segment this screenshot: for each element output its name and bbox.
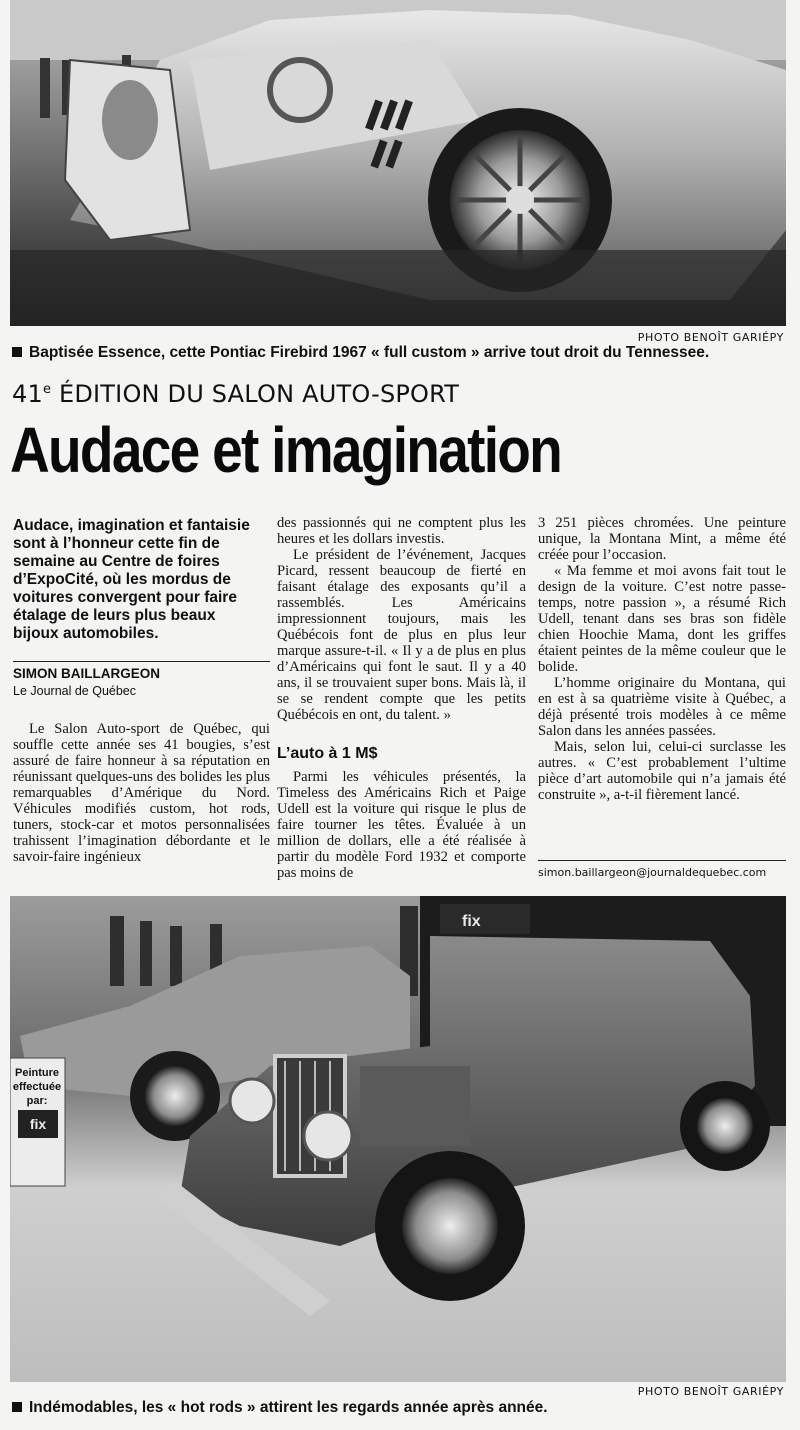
kicker-sup: e <box>42 382 52 397</box>
byline-outlet: Le Journal de Québec <box>13 684 137 698</box>
banner-logo: fix <box>462 913 481 930</box>
paint-sign-line-3: par: <box>26 1095 48 1107</box>
top-photo-caption-text: Baptisée Essence, cette Pontiac Firebird 1967 « full custom » arrive tout droit du Tennessee. <box>29 344 710 361</box>
col2-paragraph-3: Parmi les véhicules présentés, la Timeless des Américains Rich et Paige Udell est la voiture qui risque le plus de faire tourner les têtes. Évaluée à un million de dollars, elle a été réalisée à partir du modèle Ford 1932 et comporte pas moins de <box>277 769 526 881</box>
bottom-photo-credit: PHOTO BENOÎT GARIÉPY <box>637 1385 784 1398</box>
subhead: L’auto à 1 M$ <box>277 745 378 762</box>
kicker-number: 41 <box>12 380 43 408</box>
col3-paragraph-4: Mais, selon lui, celui-ci surclasse les autres. « C’est probablement l’ultime pièce d’art automobile qui n’a jamais été construite », a-t-il fièrement lancé. <box>538 739 786 803</box>
kicker <box>12 380 459 408</box>
author-email: simon.baillargeon@journaldequebec.com <box>538 866 767 879</box>
paint-sign-line-1: Peinture <box>14 1067 60 1079</box>
col2-paragraph-1: des passionnés qui ne comptent plus les heures et les dollars investis. <box>277 515 526 547</box>
hotrod-illustration <box>10 896 786 1382</box>
col1-paragraph-1: Le Salon Auto-sport de Québec, qui souffle cette année ses 41 bougies, s’est assuré de faire honneur à sa réputation en réunissant quelques-uns des bolides les plus remarquables d’Amérique du Nord. Véhicules modifiés custom, hot rods, tuners, stock-car et motos personnalisées trahissent l’imagination débordante et le savoir-faire ingénieux <box>13 721 270 865</box>
column-3 <box>538 515 786 803</box>
paint-sign-logo: fix <box>29 1116 47 1132</box>
headline: Audace et imagination <box>10 414 562 486</box>
col2-paragraph-2: Le président de l’événement, Jacques Picard, ressent beaucoup de fierté en faisant étalage des exposants qu’il a rassemblés. Les Américains impressionnent toujours, mais les Québécois font de plus en plus leur marque assure-t-il. « Il y a de plus en plus d’Américains qui font le saut. Il y a 40 ans, il se trouvaient super bons. Mais là, il se se rendent compte que les petits Québécois en ont, du talent. » <box>277 547 526 723</box>
lede: Audace, imagination et fantaisie sont à l’honneur cette fin de semaine au Centre de foires d’ExpoCité, où les mordus de voitures convergent pour faire étalage de leurs plus beaux bijoux automobiles. <box>13 517 250 642</box>
top-photo <box>10 0 786 326</box>
byline-author: SIMON BAILLARGEON <box>13 666 160 681</box>
col3-paragraph-3: L’homme originaire du Montana, qui en est à sa quatrième visite à Québec, a déjà présenté trois modèles à ce même Salon dans les années passées. <box>538 675 786 739</box>
col3-paragraph-1: 3 251 pièces chromées. Une peinture unique, la Montana Mint, a même été créée pour l’occasion. <box>538 515 786 563</box>
column-1 <box>13 721 270 865</box>
paint-sign-line-2: effectuée <box>12 1081 62 1093</box>
top-photo-credit: PHOTO BENOÎT GARIÉPY <box>637 331 784 344</box>
bottom-photo <box>10 896 786 1382</box>
paint-sign <box>10 1058 65 1186</box>
column-2 <box>277 515 526 723</box>
bottom-photo-caption <box>12 1399 548 1417</box>
caption-square-icon <box>12 1402 22 1412</box>
column-2-cont <box>277 769 526 881</box>
email-rule <box>538 860 786 861</box>
col3-paragraph-2: « Ma femme et moi avons fait tout le design de la voiture. C’est notre passe-temps, notre passion », a résumé Rich Udell, tenant dans ses bras son fidèle chien Hoochie Mama, dont les griffes étaient peintes de la même couleur que le bolide. <box>538 563 786 675</box>
firebird-illustration <box>10 0 786 326</box>
top-photo-caption <box>12 344 709 362</box>
byline-rule <box>13 661 270 662</box>
caption-square-icon <box>12 347 22 357</box>
kicker-text: ÉDITION DU SALON AUTO-SPORT <box>51 380 460 408</box>
bottom-photo-caption-text: Indémodables, les « hot rods » attirent les regards année après année. <box>29 1399 548 1416</box>
